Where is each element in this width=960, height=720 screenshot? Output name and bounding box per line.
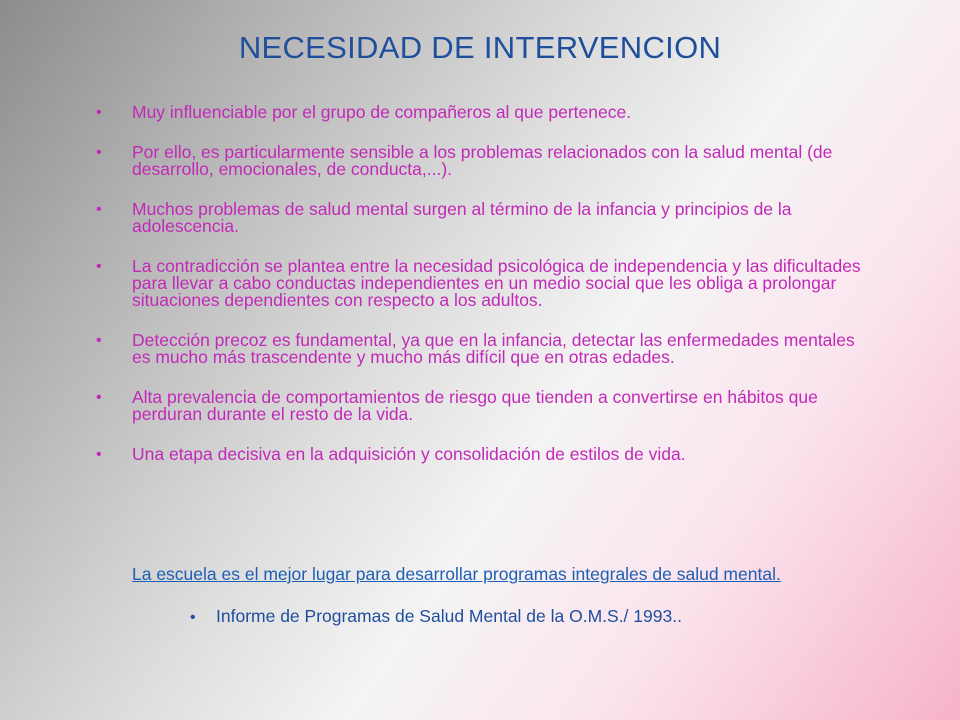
bullet-list [96, 104, 876, 486]
bullet-item [96, 104, 876, 121]
bullet-dot-icon: • [96, 258, 102, 275]
bullet-text: Una etapa decisiva en la adquisición y consolidación de estilos de vida. [132, 444, 686, 464]
bullet-dot-icon: • [96, 332, 102, 349]
bullet-dot-icon: • [96, 104, 102, 121]
bullet-dot-icon: • [96, 389, 102, 406]
bullet-dot-icon: • [96, 446, 102, 463]
slide-title: NECESIDAD DE INTERVENCION [238, 30, 722, 65]
bullet-item [96, 389, 876, 423]
bullet-text: Detección precoz es fundamental, ya que en la infancia, detectar las enfermedades mentales es mucho más trascendente y mucho más difícil que en otras edades. [132, 330, 855, 367]
bullet-item [96, 446, 876, 463]
bullet-item [96, 201, 876, 235]
bullet-text: Muy influenciable por el grupo de compañeros al que pertenece. [132, 102, 632, 122]
bullet-text: Muchos problemas de salud mental surgen al término de la infancia y principios de la adolescencia. [132, 199, 792, 236]
bullet-dot-icon: • [96, 144, 102, 161]
bullet-item [96, 332, 876, 366]
bullet-dot-icon: • [190, 609, 196, 626]
bullet-item [96, 144, 876, 178]
bullet-dot-icon: • [96, 201, 102, 218]
reference-text: Informe de Programas de Salud Mental de la O.M.S./ 1993.. [216, 606, 682, 626]
bullet-item [96, 258, 876, 309]
footer-link[interactable]: La escuela es el mejor lugar para desarrollar programas integrales de salud mental. [132, 564, 781, 584]
bullet-text: Por ello, es particularmente sensible a los problemas relacionados con la salud mental (de desarrollo, emocionales, de conducta,...). [132, 142, 833, 179]
reference-line [190, 606, 890, 628]
bullet-text: La contradicción se plantea entre la necesidad psicológica de independencia y las dificultades para llevar a cabo conductas independientes en un medio social que les obliga a prolongar situaciones dependientes con respecto a los adultos. [132, 256, 861, 310]
bullet-text: Alta prevalencia de comportamientos de riesgo que tienden a convertirse en hábitos que perduran durante el resto de la vida. [132, 387, 818, 424]
